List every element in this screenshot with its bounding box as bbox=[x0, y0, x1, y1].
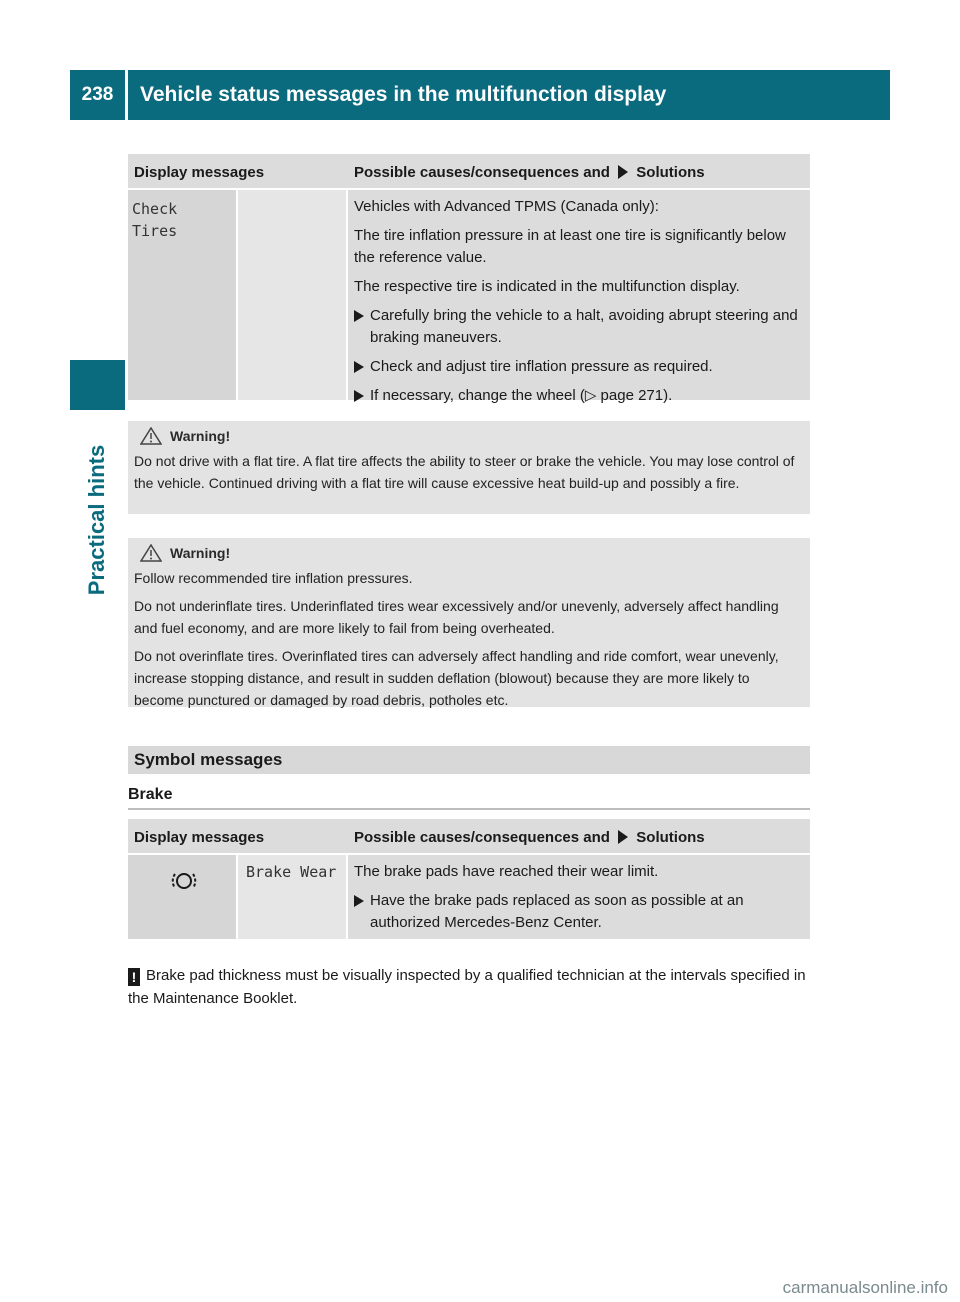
causes-cell bbox=[348, 190, 810, 404]
solution-step: Carefully bring the vehicle to a halt, avoiding abrupt steering and braking maneuvers. bbox=[354, 305, 802, 349]
warning-text: Do not underinflate tires. Underinflated tires wear excessively and/or unevenly, adversely affect handling and fuel economy, and are more likely to fail from being overheated. bbox=[134, 598, 779, 636]
cause-text: The tire inflation pressure in at least one tire is significantly below the reference value. bbox=[354, 227, 786, 266]
warning-text: Do not drive with a flat tire. A flat tire affects the ability to steer or brake the vehicle. You may lose control of the vehicle. Continued driving with a flat tire will cause excessive heat build-up and possibly a fire. bbox=[134, 453, 795, 491]
message-text-line2: Tires bbox=[132, 222, 178, 240]
side-tab bbox=[70, 420, 125, 620]
warning-text: Follow recommended tire inflation pressures. bbox=[134, 570, 413, 586]
symbol-cell bbox=[238, 190, 346, 400]
cause-text: Vehicles with Advanced TPMS (Canada only): bbox=[354, 198, 659, 215]
symbol-cell bbox=[128, 855, 236, 939]
warning-box bbox=[128, 421, 810, 514]
causes-cell bbox=[348, 855, 810, 939]
message-cell bbox=[238, 855, 346, 939]
note-text: Brake pad thickness must be visually inspected by a qualified technician at the intervals specified in the Maintenance Booklet. bbox=[128, 967, 806, 1007]
messages-table-brake bbox=[128, 819, 810, 939]
side-tab-marker bbox=[70, 360, 125, 410]
warning-triangle-icon bbox=[140, 427, 162, 445]
col-causes-solutions: Possible causes/consequences and Solutions bbox=[354, 829, 705, 846]
warning-title: Warning! bbox=[134, 544, 802, 562]
message-text: Brake Wear bbox=[246, 863, 337, 881]
table-header bbox=[128, 819, 810, 853]
warning-title: Warning! bbox=[134, 427, 802, 445]
arrow-right-icon bbox=[354, 310, 364, 322]
cause-text: The respective tire is indicated in the multifunction display. bbox=[354, 278, 740, 295]
cause-text: The brake pads have reached their wear limit. bbox=[354, 863, 659, 880]
watermark: carmanualsonline.info bbox=[620, 1274, 960, 1302]
arrow-right-icon bbox=[618, 830, 628, 844]
table-header bbox=[128, 154, 810, 188]
arrow-right-icon bbox=[354, 361, 364, 373]
arrow-right-icon bbox=[354, 390, 364, 402]
arrow-right-icon bbox=[618, 165, 628, 179]
page-number: 238 bbox=[70, 70, 125, 120]
col-display-messages: Display messages bbox=[134, 829, 265, 846]
warning-triangle-icon bbox=[140, 544, 162, 562]
col-display-messages: Display messages bbox=[134, 164, 265, 181]
section-heading: Symbol messages bbox=[128, 746, 810, 774]
warning-box bbox=[128, 538, 810, 707]
table-row bbox=[128, 855, 810, 939]
message-cell bbox=[128, 190, 236, 400]
side-tab-label: Practical hints bbox=[84, 444, 109, 596]
exclamation-icon: ! bbox=[128, 968, 140, 986]
solution-step: Have the brake pads replaced as soon as possible at an authorized Mercedes-Benz Center. bbox=[354, 890, 802, 934]
message-text-line1: Check bbox=[132, 200, 178, 218]
col-causes-solutions: Possible causes/consequences and Solutions bbox=[354, 164, 705, 181]
brake-wear-icon bbox=[170, 869, 198, 893]
subsection-heading: Brake bbox=[128, 786, 810, 810]
note bbox=[128, 964, 818, 1010]
page-title: Vehicle status messages in the multifunction display bbox=[128, 70, 890, 120]
solution-step: If necessary, change the wheel (▷ page 271). bbox=[354, 385, 802, 407]
arrow-right-icon bbox=[354, 895, 364, 907]
warning-text: Do not overinflate tires. Overinflated tires can adversely affect handling and ride comfort, wear unevenly, increase stopping distance, and result in sudden deflation (blowout) because they are more likely to become punctured or damaged by road debris, potholes etc. bbox=[134, 648, 779, 708]
table-row bbox=[128, 190, 810, 404]
solution-step: Check and adjust tire inflation pressure as required. bbox=[354, 356, 802, 378]
messages-table-tires bbox=[128, 154, 810, 404]
